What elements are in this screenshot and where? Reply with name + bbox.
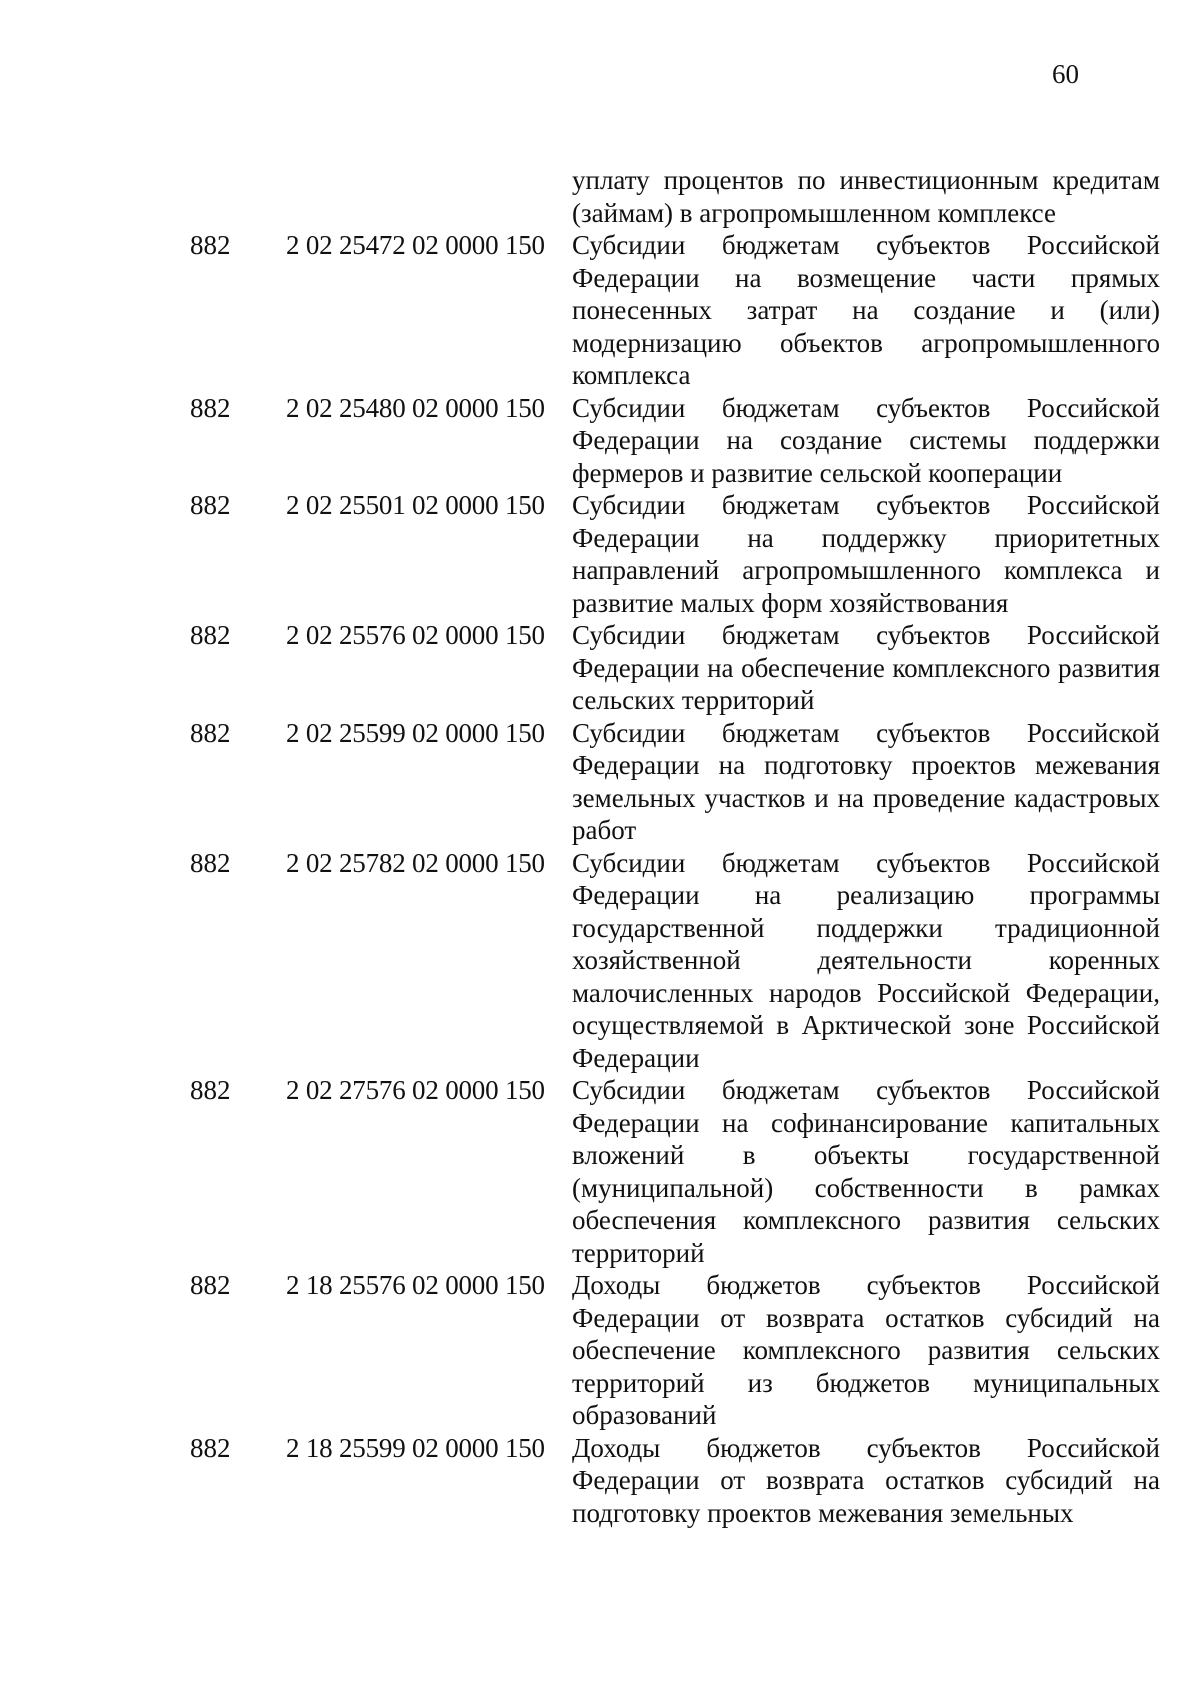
table-row	[190, 164, 1160, 229]
table-row	[190, 619, 1160, 717]
admin-code: 882	[190, 717, 231, 748]
budget-classification-code: 2 02 25782 02 0000 150	[286, 847, 545, 878]
admin-code: 882	[190, 1075, 231, 1105]
admin-code: 882	[190, 847, 231, 878]
table-row	[190, 229, 1160, 392]
table-row	[190, 1432, 1160, 1530]
revenue-codes-table	[190, 164, 1160, 1529]
admin-code: 882	[190, 1432, 231, 1463]
table-row	[190, 392, 1160, 490]
budget-classification-code: 2 02 25599 02 0000 150	[286, 717, 545, 748]
revenue-description: Субсидии бюджетам субъектов Российской Федерации на реализацию программы государственной поддержки традиционной хозяйственной деятельности коренных малочисленных народов Российской Федерации, осуществляемой в Арктической зоне Российской Федерации	[572, 847, 1160, 1073]
revenue-description: Субсидии бюджетам субъектов Российской Федерации на поддержку приоритетных направлений агропромышленного комплекса и развитие малых форм хозяйствования	[572, 490, 1160, 618]
budget-classification-code: 2 02 27576 02 0000 150	[286, 1075, 545, 1105]
budget-classification-code: 2 02 25576 02 0000 150	[286, 620, 545, 650]
revenue-description: Субсидии бюджетам субъектов Российской Федерации на создание системы поддержки фермеров и развитие сельской кооперации	[572, 392, 1160, 488]
table-row	[190, 717, 1160, 847]
table-row	[190, 1269, 1160, 1432]
revenue-description: уплату процентов по инвестиционным кредитам (займам) в агропромышленном комплексе	[572, 165, 1160, 228]
table-row	[190, 1074, 1160, 1269]
budget-classification-code	[286, 164, 572, 229]
admin-code: 882	[190, 490, 231, 520]
admin-code: 882	[190, 230, 231, 260]
revenue-description: Субсидии бюджетам субъектов Российской Федерации на обеспечение комплексного развития сельских территорий	[572, 620, 1160, 715]
revenue-description: Доходы бюджетов субъектов Российской Федерации от возврата остатков субсидий на подготовку проектов межевания земельных	[572, 1432, 1160, 1528]
revenue-description: Субсидии бюджетам субъектов Российской Федерации на софинансирование капитальных вложений в объекты государственной (муниципальной) собственности в рамках обеспечения комплексного развития сельских территорий	[572, 1075, 1160, 1268]
admin-code: 882	[190, 1270, 231, 1300]
table-row	[190, 847, 1160, 1075]
budget-classification-code: 2 02 25480 02 0000 150	[286, 392, 545, 423]
revenue-description: Доходы бюджетов субъектов Российской Федерации от возврата остатков субсидий на обеспечение комплексного развития сельских территорий из бюджетов муниципальных образований	[572, 1270, 1160, 1430]
admin-code	[190, 164, 286, 229]
table-row	[190, 489, 1160, 619]
revenue-description: Субсидии бюджетам субъектов Российской Федерации на подготовку проектов межевания земельных участков и на проведение кадастровых работ	[572, 717, 1160, 845]
page-number: 60	[1052, 59, 1079, 89]
budget-classification-code: 2 02 25472 02 0000 150	[286, 230, 545, 260]
budget-classification-code: 2 18 25576 02 0000 150	[286, 1270, 545, 1300]
budget-classification-code: 2 02 25501 02 0000 150	[286, 490, 545, 520]
revenue-description: Субсидии бюджетам субъектов Российской Федерации на возмещение части прямых понесенных затрат на создание и (или) модернизацию объектов агропромышленного комплекса	[572, 230, 1160, 390]
admin-code: 882	[190, 392, 231, 423]
budget-classification-code: 2 18 25599 02 0000 150	[286, 1432, 545, 1463]
admin-code: 882	[190, 620, 231, 650]
